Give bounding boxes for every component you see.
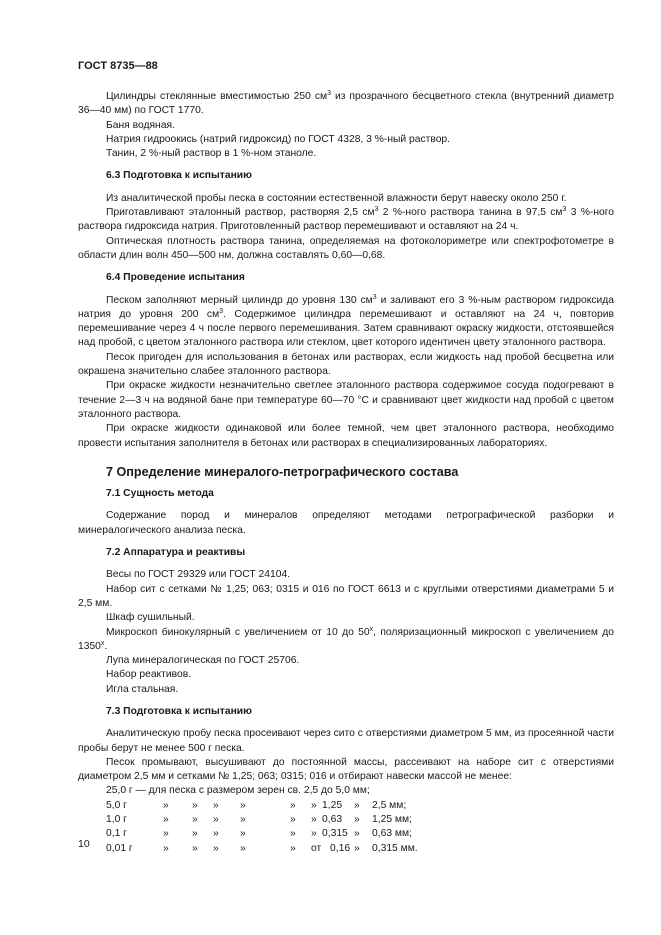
paragraph-oven: Шкаф сушильный.: [106, 612, 195, 624]
table-row: 5,0 г » » » » » » 1,25 » 2,5 мм;: [106, 799, 407, 811]
paragraph-reagents: Набор реактивов.: [106, 669, 192, 681]
paragraph-6-4-4: При окраске жидкости одинаковой или более темной, чем цвет эталонного раствора, необходимо провести испытания заполнителя в бетонах или растворах в специализированных лабораториях.: [78, 423, 614, 449]
table-row: 1,0 г » » » » » » 0,63 » 1,25 мм;: [106, 814, 412, 826]
section-7-3-heading: 7.3 Подготовка к испытанию: [106, 705, 252, 717]
table-row: 0,1 г » » » » » » 0,315 » 0,63 мм;: [106, 828, 412, 840]
paragraph-6-3-2: Приготавливают эталонный раствор, растворяя 2,5 $см^3$ 2 %-ного раствора танина в 97,5 $см^3$ 3 %-ного раствора гидроксида натрия. Приготовленный раствор перемешивают и оставляют на 24 ч.: [78, 206, 615, 233]
paragraph-6-4-1: Песком заполняют мерный цилиндр до уровня 130 $см^3$ и заливают его 3 %-ным раствором гидроксида натрия до уровня 200 $см^3$. Содержимое цилиндра перемешивают и оставляют на 24 ч, повторив перемешивание через 4 ч после первого перемешивания. Затем сравнивают окраску жидкости, отстоявшейся над пробой, с цветом эталонного раствора или стеклом, цвет которого идентичен цвету эталонного раствора.: [78, 293, 614, 349]
paragraph-7-1-1: Содержание пород и минералов определяют методами петрографической разборки и минералогического анализа песка.: [78, 510, 614, 536]
paragraph-cylinders: Цилиндры стеклянные вместимостью 250 $см^3$ из прозрачного бесцветного стекла (внутренний диаметр 36—40 мм) по ГОСТ 1770.: [78, 90, 614, 117]
paragraph-7-3-2: Песок промывают, высушивают до постоянной массы, рассеивают на наборе сит с отверстиями диаметром 2,5 мм и сетками № 1,25; 063; 0315; 016 и отбирают навески массой не менее:: [78, 756, 614, 783]
paragraph-6-3-3: Оптическая плотность раствора танина, определяемая на фотоколориметре или спектрофотометре в области длин волн 450—500 нм, должна составлять 0,60—0,68.: [78, 235, 614, 261]
paragraph-6-4-3: При окраске жидкости незначительно светлее эталонного раствора содержимое сосуда подогревают в течение 2—3 ч на водяной бане при температуре 60—70 °С и сравнивают цвет жидкости над пробой с цветом эталонного раствора.: [78, 380, 614, 420]
paragraph-microscope: Микроскоп бинокулярный с увеличением от 10 до $50^х$, поляризационный микроскоп с увеличением до $1350^х$.: [78, 625, 614, 652]
paragraph-scales: Весы по ГОСТ 29329 или ГОСТ 24104.: [106, 569, 291, 581]
section-7-2-heading: 7.2 Аппаратура и реактивы: [106, 547, 246, 559]
section-7-1-heading: 7.1 Сущность метода: [106, 488, 214, 500]
paragraph-magnifier: Лупа минералогическая по ГОСТ 25706.: [106, 655, 300, 667]
page-number: 10: [78, 838, 90, 850]
paragraph-water-bath: Баня водяная.: [106, 119, 175, 131]
paragraph-needle: Игла стальная.: [106, 683, 179, 695]
page-content: [78, 90, 614, 856]
paragraph-tannin: Танин, 2 %-ный раствор в 1 %-ном этаноле.: [106, 148, 317, 160]
paragraph-sodium-hydroxide: Натрия гидроокись (натрий гидроксид) по ГОСТ 4328, 3 %-ный раствор.: [106, 133, 451, 145]
document-code-header: ГОСТ 8735—88: [78, 60, 158, 72]
paragraph-sieves: Набор сит с сетками № 1,25; 063; 0315 и 016 по ГОСТ 6613 и с круглыми отверстиями диаметрами 5 и 2,5 мм.: [78, 583, 614, 609]
paragraph-6-3-1: Из аналитической пробы песка в состоянии естественной влажности берут навеску около 250 г.: [106, 192, 567, 204]
table-row: 0,01 г » » » » » от 0,16 » 0,315 мм.: [106, 842, 418, 854]
paragraph-6-4-2: Песок пригоден для использования в бетонах или растворах, если жидкость над пробой бесцветна или окрашена значительно слабее эталонного раствора.: [78, 351, 614, 378]
section-6-3-heading: 6.3 Подготовка к испытанию: [106, 170, 252, 182]
section-6-4-heading: 6.4 Проведение испытания: [106, 272, 245, 284]
paragraph-7-3-1: Аналитическую пробу песка просеивают через сито с отверстиями диаметром 5 мм, из просеянной части пробы берут не менее 500 г песка.: [78, 728, 614, 754]
section-7-heading: 7 Определение минералого-петрографического состава: [106, 464, 459, 479]
sample-mass-table: [106, 784, 614, 855]
table-row: 25,0 г — для песка с размером зерен св. 2,5 до 5,0 мм;: [106, 785, 370, 797]
